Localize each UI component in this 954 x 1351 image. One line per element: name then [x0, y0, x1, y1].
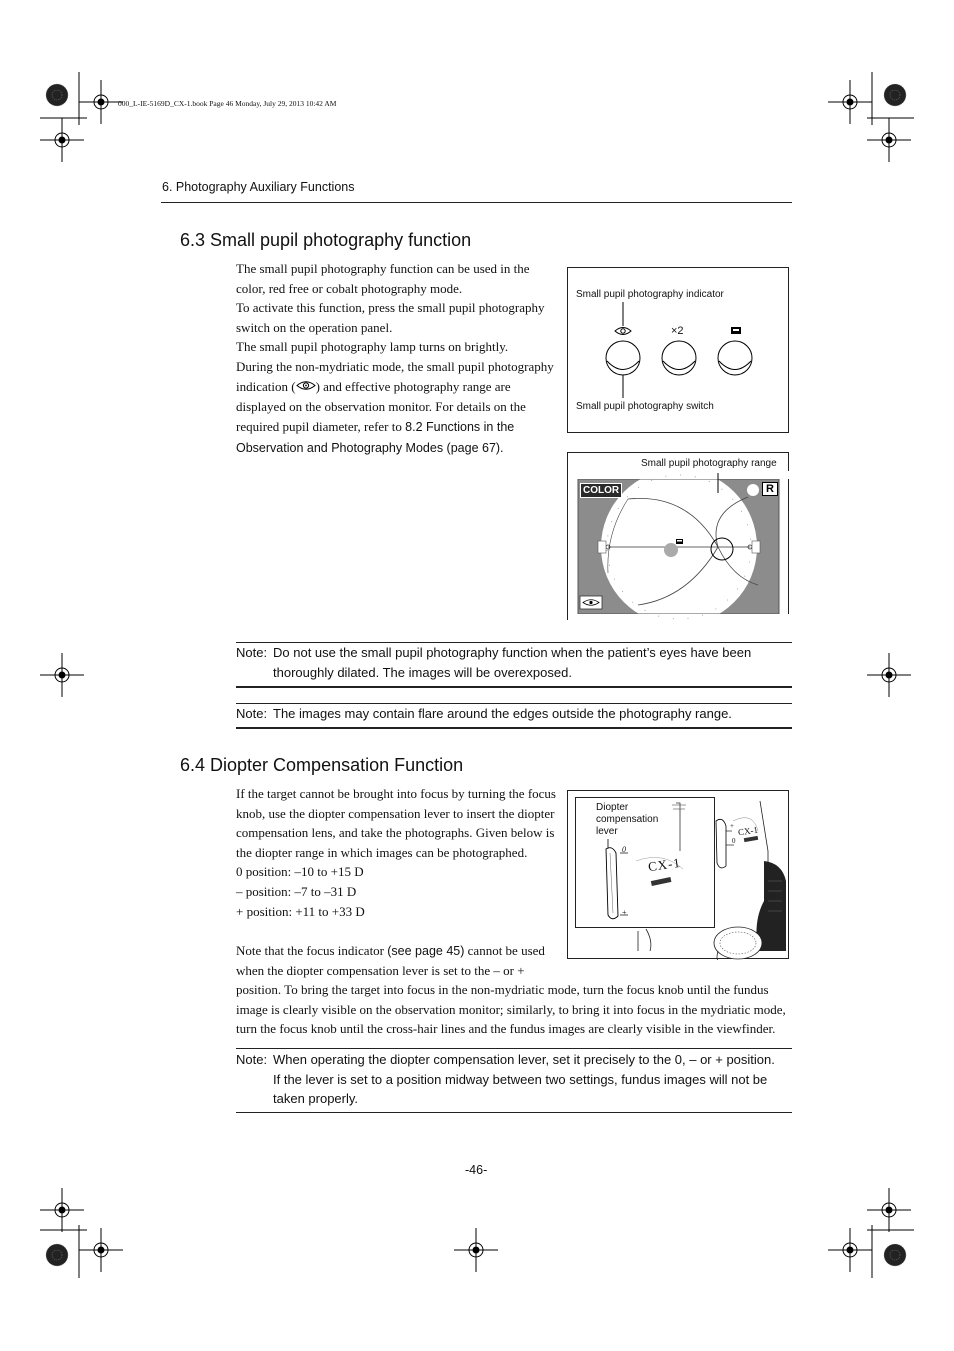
body-line: If the target cannot be brought into focus by turning the focus [236, 786, 556, 801]
indicator-callout-label: Small pupil photography indicator [576, 289, 724, 300]
small-pupil-eye-icon [296, 378, 316, 398]
lever-mark-plus-right: + [730, 822, 734, 830]
body-line: turn the focus knob until the cross-hair lines and the fundus images are clearly visible in the viewfinder. [236, 1021, 776, 1037]
figure-diopter-lever [567, 790, 789, 959]
lever-callout-label: Diopter compensation lever [596, 802, 659, 837]
note-text: taken properly. [273, 1091, 359, 1106]
body-line: the diopter range in which images can be photographed. [236, 844, 528, 860]
body-line: The small pupil photography lamp turns on brightly. [236, 339, 509, 355]
cross-reference-link[interactable]: Observation and Photography Modes (page 67) [236, 440, 501, 455]
device-name-label-small: CX-1 [737, 824, 759, 838]
section-64-wide-text [236, 980, 792, 1039]
x2-indicator-label: ×2 [671, 325, 684, 337]
note-overexposure [236, 643, 792, 685]
note-flare [236, 704, 792, 726]
figure-operation-panel [567, 267, 789, 433]
header-rule [161, 202, 792, 203]
body-line: color, red free or cobalt photography mode. [236, 280, 463, 296]
figure-observation-monitor [567, 452, 789, 620]
note-text: If the lever is set to a position midway between two settings, fundus images will not be [273, 1072, 768, 1087]
range-callout-label: Small pupil photography range [641, 458, 777, 469]
body-line: Observation and Photography Modes (page 67). [236, 439, 504, 455]
section-63-title: 6.3 Small pupil photography function [180, 230, 472, 250]
diopter-range-line: + position: +11 to +33 D [236, 903, 365, 919]
body-line: switch on the operation panel. [236, 319, 393, 335]
body-line: position. To bring the target into focus in the non-mydriatic mode, turn the focus knob until the fundus [236, 982, 769, 997]
body-line: compensation lens, and take the photographs. Given below is [236, 825, 555, 841]
note-text: thoroughly dilated. The images will be overexposed. [273, 665, 572, 680]
body-line: when the diopter compensation lever is set to the – or + [236, 963, 525, 979]
body-line: Note that the focus indicator (see page 45) cannot be used [236, 942, 545, 958]
r-eye-badge: R [762, 482, 778, 496]
color-mode-badge: COLOR [580, 483, 622, 498]
note-text: When operating the diopter compensation lever, set it precisely to the 0, – or + position. [273, 1052, 775, 1067]
monitor-screen-drawing [568, 453, 790, 621]
lever-mark-zero: 0 [622, 845, 626, 854]
lever-mark-zero-right: 0 [732, 837, 736, 845]
body-line: displayed on the observation monitor. For details on the [236, 399, 526, 415]
note-label: Note: [236, 706, 268, 721]
note-text: The images may contain flare around the edges outside the photography range. [273, 706, 732, 721]
body-line: During the non-mydriatic mode, the small pupil photography [236, 358, 554, 374]
running-header: 6. Photography Auxiliary Functions [162, 180, 355, 194]
diopter-range-line: 0 position: –10 to +15 D [236, 864, 364, 880]
body-line: To activate this function, press the small pupil photography [236, 300, 545, 316]
print-header: 000_L-IE-5169D_CX-1.book Page 46 Monday, July 29, 2013 10:42 AM [118, 99, 337, 108]
switch-callout-label: Small pupil photography switch [576, 401, 714, 412]
body-line: image is clearly visible on the observation monitor; similarly, to bring it into focus in the mydriatic mode, [236, 1001, 786, 1017]
note-rule [236, 727, 792, 729]
note-rule [236, 1048, 792, 1049]
lever-mark-plus: + [622, 908, 627, 917]
section-63-body [236, 259, 561, 458]
note-label: Note: [236, 645, 268, 660]
section-64-title: 6.4 Diopter Compensation Function [180, 755, 464, 775]
note-label: Note: [236, 1052, 268, 1067]
body-line: The small pupil photography function can be used in the [236, 261, 530, 276]
body-line: indication ( ) and effective photography range are [236, 377, 561, 398]
note-rule [236, 1112, 792, 1113]
note-rule [236, 686, 792, 688]
note-text: Do not use the small pupil photography function when the patient’s eyes have been [273, 645, 752, 660]
body-line: knob, use the diopter compensation lever to insert the diopter [236, 805, 555, 821]
cross-reference-link[interactable]: 8.2 Functions in the [405, 419, 515, 434]
section-64-body [236, 784, 561, 981]
cross-reference-link[interactable]: (see page 45) [387, 943, 465, 958]
body-line: required pupil diameter, refer to 8.2 Functions in the [236, 418, 515, 434]
device-name-label: CX-1 [647, 854, 682, 875]
page-number: -46- [465, 1163, 488, 1177]
diopter-range-line: – position: –7 to –31 D [236, 883, 357, 899]
lever-drawing [568, 791, 790, 960]
note-lever-position [236, 1050, 792, 1110]
